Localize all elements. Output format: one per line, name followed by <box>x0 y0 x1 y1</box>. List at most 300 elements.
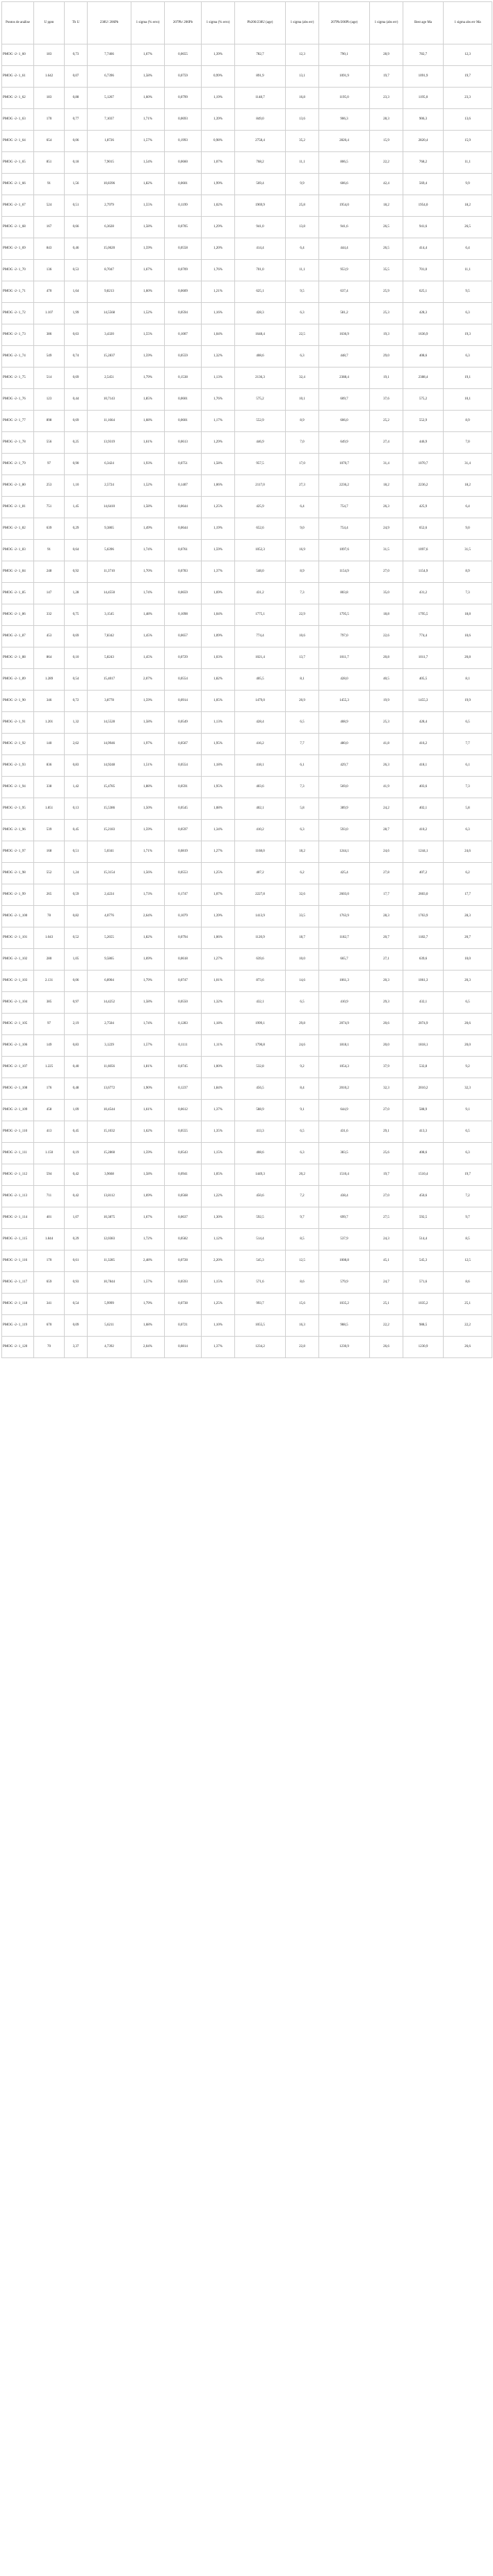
table-cell: 24,6 <box>286 1035 319 1057</box>
table-cell: 0,0655 <box>165 44 202 66</box>
table-cell: 606,0 <box>319 411 370 432</box>
table-cell: 0,42 <box>65 1186 88 1207</box>
table-cell: 2074,9 <box>403 1014 444 1035</box>
sample-point-cell: PMOG -2- 1_107 <box>2 1057 34 1078</box>
table-cell: 0,1538 <box>165 368 202 389</box>
table-row <box>2 798 492 820</box>
table-cell: 414,4 <box>403 238 444 260</box>
table-cell: 0,1747 <box>165 884 202 906</box>
table-cell: 1,35% <box>202 1121 235 1143</box>
table-cell: 1,61% <box>131 432 165 454</box>
table-cell: 2820,4 <box>319 131 370 152</box>
table-cell: 1,03% <box>202 647 235 669</box>
table-cell: 11,1 <box>444 260 492 281</box>
table-cell: 6,4 <box>286 497 319 518</box>
table-cell: 91 <box>34 174 65 195</box>
table-cell: 0,64 <box>65 540 88 561</box>
table-cell: 1,49% <box>131 518 165 540</box>
table-cell: 1070,7 <box>403 454 444 475</box>
table-cell: 6,5 <box>286 712 319 734</box>
sample-point-cell: PMOG -2- 1_120 <box>2 1337 34 1358</box>
table-cell: 425,9 <box>403 497 444 518</box>
table-cell: 1,45% <box>131 626 165 647</box>
table-cell: 1,58% <box>131 66 165 88</box>
table-cell: 8,9 <box>286 411 319 432</box>
header-cell: 1 sigma (abs err) <box>286 2 319 44</box>
table-cell: 0,0613 <box>165 432 202 454</box>
table-cell: 31,5 <box>444 540 492 561</box>
table-cell: 0,48 <box>65 1078 88 1100</box>
table-cell: 0,53 <box>65 260 88 281</box>
table-cell: 27,5 <box>370 1207 403 1229</box>
table-cell: 2010,2 <box>403 1078 444 1100</box>
table-cell: 5,8 <box>444 798 492 820</box>
table-cell: 0,0729 <box>165 647 202 669</box>
header-cell: 238U/ 206Pb <box>88 2 131 44</box>
table-cell: 453 <box>34 626 65 647</box>
table-cell: 0,83 <box>65 755 88 777</box>
table-cell: 7,9015 <box>88 152 131 174</box>
table-cell: 1054,3 <box>319 1057 370 1078</box>
table-cell: 774,4 <box>235 626 286 647</box>
table-cell: 0,0601 <box>165 174 202 195</box>
table-cell: 25,3 <box>370 303 403 324</box>
table-row <box>2 949 492 971</box>
table-cell: 428,3 <box>235 303 286 324</box>
table-cell: 6,4 <box>286 238 319 260</box>
header-cell: Best age Ma <box>403 2 444 44</box>
table-cell: 6,3 <box>444 346 492 368</box>
table-cell: 27,8 <box>370 863 403 884</box>
table-cell: 22,2 <box>370 1315 403 1337</box>
table-cell: 652,6 <box>403 518 444 540</box>
table-cell: 15,4785 <box>88 777 131 798</box>
table-cell: 0,97 <box>65 992 88 1014</box>
table-cell: 0,77 <box>65 109 88 131</box>
header-cell: U ppm <box>34 2 65 44</box>
table-cell: 594 <box>34 1164 65 1186</box>
table-cell: 1,64 <box>65 281 88 303</box>
table-cell: 0,1407 <box>165 475 202 497</box>
table-cell: 9,0 <box>286 518 319 540</box>
table-cell: 1008,8 <box>319 1250 370 1272</box>
table-cell: 450,6 <box>235 1186 286 1207</box>
table-cell: 27,4 <box>370 432 403 454</box>
sample-point-cell: PMOG -2- 1_84 <box>2 561 34 583</box>
table-cell: 22,5 <box>286 324 319 346</box>
table-cell: 906,3 <box>403 109 444 131</box>
table-cell: 0,29 <box>65 518 88 540</box>
table-cell: 0,69 <box>65 368 88 389</box>
table-cell: 592,5 <box>235 1207 286 1229</box>
sample-point-cell: PMOG -2- 1_60 <box>2 44 34 66</box>
sample-point-cell: PMOG -2- 1_70 <box>2 260 34 281</box>
table-cell: 22,2 <box>444 1315 492 1337</box>
table-cell: 1,59% <box>131 820 165 841</box>
table-cell: 10,0 <box>286 949 319 971</box>
table-row <box>2 927 492 949</box>
table-cell: 6,3 <box>444 303 492 324</box>
table-cell: 1,81% <box>131 1057 165 1078</box>
table-cell: 13,6772 <box>88 1078 131 1100</box>
table-cell: 0,74 <box>65 346 88 368</box>
table-cell: 0,82 <box>65 906 88 927</box>
table-row <box>2 281 492 303</box>
table-row <box>2 1121 492 1143</box>
table-cell: 20,0 <box>444 1035 492 1057</box>
table-cell: 873,6 <box>235 971 286 992</box>
table-cell: 12,0383 <box>88 1229 131 1250</box>
table-cell: 22,8 <box>286 1337 319 1358</box>
sample-point-cell: PMOG -2- 1_97 <box>2 841 34 863</box>
table-cell: 408,9 <box>319 712 370 734</box>
table-cell: 639 <box>34 518 65 540</box>
table-cell: 6,5 <box>444 992 492 1014</box>
table-cell: 1,32% <box>202 992 235 1014</box>
table-cell: 6,2 <box>444 863 492 884</box>
table-cell: 1182,7 <box>403 927 444 949</box>
table-cell: 450,6 <box>403 1186 444 1207</box>
table-cell: 1070,7 <box>319 454 370 475</box>
table-cell: 7,7 <box>444 734 492 755</box>
table-cell: 8,7047 <box>88 260 131 281</box>
table-cell: 891,9 <box>235 66 286 88</box>
table-cell: 13,7 <box>286 647 319 669</box>
table-cell: 1,15% <box>202 1272 235 1294</box>
table-cell: 25,2 <box>370 411 403 432</box>
table-cell: 1,56% <box>131 863 165 884</box>
table-cell: 9,2 <box>444 1057 492 1078</box>
table-cell: 1,21% <box>202 281 235 303</box>
table-cell: 10,6 <box>286 626 319 647</box>
table-cell: 1182,7 <box>319 927 370 949</box>
table-cell: 1052,3 <box>235 540 286 561</box>
sample-point-cell: PMOG -2- 1_90 <box>2 691 34 712</box>
table-row <box>2 324 492 346</box>
table-cell: 0,72 <box>65 691 88 712</box>
table-cell: 1818,1 <box>403 1035 444 1057</box>
table-cell: 539 <box>34 820 65 841</box>
table-cell: 0,0559 <box>165 346 202 368</box>
table-cell: 1,76% <box>202 389 235 411</box>
table-cell: 29,8 <box>286 1014 319 1035</box>
table-row <box>2 1250 492 1272</box>
table-cell: 23,3 <box>370 88 403 109</box>
table-cell: 7,8342 <box>88 626 131 647</box>
table-cell: 1,68% <box>131 411 165 432</box>
table-cell: 1,58% <box>131 1164 165 1186</box>
table-cell: 1,85% <box>131 389 165 411</box>
table-cell: 1011,7 <box>319 647 370 669</box>
table-cell: 1,16% <box>202 303 235 324</box>
table-cell: 3,37 <box>65 1337 88 1358</box>
table-cell: 413 <box>34 1121 65 1143</box>
sample-point-cell: PMOG -2- 1_119 <box>2 1315 34 1337</box>
table-cell: 0,66 <box>65 217 88 238</box>
table-cell: 31,4 <box>444 454 492 475</box>
table-cell: 1244,1 <box>319 841 370 863</box>
table-cell: 0,0660 <box>165 152 202 174</box>
table-cell: 1,82% <box>131 174 165 195</box>
table-cell: 431,2 <box>235 583 286 604</box>
table-cell: 0,0783 <box>165 561 202 583</box>
table-cell: 25,1 <box>370 1294 403 1315</box>
table-cell: 1999,1 <box>235 1014 286 1035</box>
table-cell: 532,8 <box>403 1057 444 1078</box>
table-cell: 0,1199 <box>165 195 202 217</box>
table-cell: 1,93% <box>131 454 165 475</box>
table-row <box>2 626 492 647</box>
table-cell: 5,6211 <box>88 1315 131 1337</box>
table-cell: 0,92 <box>65 561 88 583</box>
header-cell: Pontos de análise <box>2 2 34 44</box>
table-cell: 0,0799 <box>165 88 202 109</box>
table-cell: 1120,9 <box>235 927 286 949</box>
table-cell: 639,6 <box>403 949 444 971</box>
table-cell: 1,27% <box>202 949 235 971</box>
table-cell: 403,6 <box>235 777 286 798</box>
table-cell: 1244,1 <box>403 841 444 863</box>
table-cell: 16,3 <box>286 1315 319 1337</box>
sample-point-cell: PMOG -2- 1_103 <box>2 971 34 992</box>
table-cell: 17,7 <box>444 884 492 906</box>
table-cell: 1818,1 <box>319 1035 370 1057</box>
table-cell: 14,5528 <box>88 712 131 734</box>
table-cell: 7,3 <box>444 777 492 798</box>
table-cell: 1055,5 <box>235 1315 286 1337</box>
table-cell: 19,7 <box>370 66 403 88</box>
table-row <box>2 217 492 238</box>
table-cell: 545,3 <box>235 1250 286 1272</box>
table-cell: 6,1 <box>286 755 319 777</box>
table-cell: 2117,0 <box>235 475 286 497</box>
table-cell: 32,6 <box>286 884 319 906</box>
table-cell: 1,57% <box>131 1035 165 1057</box>
table-cell: 1230,9 <box>319 1337 370 1358</box>
table-row <box>2 712 492 734</box>
table-cell: 41,9 <box>370 777 403 798</box>
table-cell: 1,67% <box>131 44 165 66</box>
sample-point-cell: PMOG -2- 1_91 <box>2 712 34 734</box>
table-cell: 1,8726 <box>88 131 131 152</box>
table-cell: 0,0914 <box>165 691 202 712</box>
table-cell: 6,3 <box>286 820 319 841</box>
table-row <box>2 303 492 324</box>
table-row <box>2 1057 492 1078</box>
table-cell: 23,3 <box>444 88 492 109</box>
table-cell: 418,1 <box>235 755 286 777</box>
table-cell: 1,19% <box>202 88 235 109</box>
table-cell: 754,7 <box>319 497 370 518</box>
table-cell: 1,07 <box>65 1207 88 1229</box>
table-cell: 652,6 <box>235 518 286 540</box>
table-cell: 1061,3 <box>403 971 444 992</box>
table-cell: 1,55% <box>131 195 165 217</box>
table-row <box>2 841 492 863</box>
table-cell: 1775,1 <box>235 604 286 626</box>
table-cell: 20,9 <box>286 691 319 712</box>
table-cell: 7,7 <box>286 734 319 755</box>
table-cell: 14,4252 <box>88 992 131 1014</box>
table-cell: 32,4 <box>286 368 319 389</box>
table-cell: 0,0751 <box>165 454 202 475</box>
table-cell: 4,7392 <box>88 1337 131 1358</box>
table-cell: 524 <box>34 195 65 217</box>
table-cell: 16,9 <box>286 540 319 561</box>
table-cell: 9,3865 <box>88 518 131 540</box>
table-cell: 7,2 <box>444 1186 492 1207</box>
sample-point-cell: PMOG -2- 1_114 <box>2 1207 34 1229</box>
table-cell: 405,5 <box>403 669 444 691</box>
table-cell: 14,4550 <box>88 583 131 604</box>
table-cell: 431,6 <box>319 1121 370 1143</box>
table-cell: 24,2 <box>370 798 403 820</box>
table-cell: 6,3 <box>444 820 492 841</box>
table-cell: 514,4 <box>403 1229 444 1250</box>
table-cell: 782,7 <box>235 44 286 66</box>
table-cell: 8,6 <box>286 1272 319 1294</box>
table-cell: 1,06% <box>202 475 235 497</box>
table-cell: 407,2 <box>235 863 286 884</box>
table-cell: 9,5 <box>286 281 319 303</box>
table-cell: 20,0 <box>370 1035 403 1057</box>
table-row <box>2 1207 492 1229</box>
table-cell: 32,3 <box>444 1078 492 1100</box>
table-cell: 19,7 <box>370 1164 403 1186</box>
table-cell: 2603,0 <box>403 884 444 906</box>
table-cell: 625,1 <box>235 281 286 303</box>
table-cell: 15,1032 <box>88 1121 131 1143</box>
table-cell: 1790,8 <box>235 1035 286 1057</box>
table-cell: 10,3875 <box>88 1207 131 1229</box>
table-cell: 1061,3 <box>319 971 370 992</box>
table-cell: 140 <box>34 734 65 755</box>
table-cell: 851 <box>34 152 65 174</box>
sample-point-cell: PMOG -2- 1_88 <box>2 647 34 669</box>
table-cell: 7,3 <box>286 777 319 798</box>
table-cell: 33,5 <box>286 906 319 927</box>
table-cell: 864 <box>34 647 65 669</box>
table-cell: 8,1 <box>286 669 319 691</box>
table-cell: 1969,9 <box>235 195 286 217</box>
table-body <box>2 44 492 1358</box>
table-cell: 575,2 <box>403 389 444 411</box>
table-cell: 386 <box>34 324 65 346</box>
table-cell: 1230,9 <box>403 1337 444 1358</box>
table-cell: 458 <box>34 1100 65 1121</box>
table-cell: 1,15% <box>202 1143 235 1164</box>
table-cell: 1,68% <box>131 1315 165 1337</box>
table-cell: 1,97% <box>131 734 165 755</box>
table-cell: 32,3 <box>370 1078 403 1100</box>
table-cell: 579,9 <box>319 1272 370 1294</box>
sample-point-cell: PMOG -2- 1_68 <box>2 217 34 238</box>
table-cell: 4,0776 <box>88 906 131 927</box>
table-row <box>2 1143 492 1164</box>
table-cell: 0,69 <box>65 626 88 647</box>
table-cell: 1,39% <box>202 44 235 66</box>
table-row <box>2 1164 492 1186</box>
sample-point-cell: PMOG -2- 1_104 <box>2 992 34 1014</box>
table-cell: 0,51 <box>65 841 88 863</box>
table-cell: 13,8112 <box>88 1186 131 1207</box>
table-cell: 836 <box>34 755 65 777</box>
table-cell: 1,72% <box>131 1229 165 1250</box>
table-row <box>2 238 492 260</box>
table-cell: 15,9 <box>444 131 492 152</box>
table-cell: 8,5 <box>444 1229 492 1250</box>
table-cell: 1.225 <box>34 1057 65 1078</box>
table-row <box>2 669 492 691</box>
table-cell: 2.131 <box>34 971 65 992</box>
table-cell: 1.844 <box>34 1229 65 1250</box>
table-cell: 1,62% <box>131 1121 165 1143</box>
table-cell: 480,0 <box>319 734 370 755</box>
table-cell: 28,3 <box>370 109 403 131</box>
table-row <box>2 1078 492 1100</box>
table-cell: 15,0620 <box>88 238 131 260</box>
table-cell: 0,51 <box>65 195 88 217</box>
table-cell: 27,0 <box>370 561 403 583</box>
table-cell: 28,7 <box>370 820 403 841</box>
table-cell: 24,6 <box>370 841 403 863</box>
sample-point-cell: PMOG -2- 1_62 <box>2 88 34 109</box>
table-cell: 1,27% <box>202 841 235 863</box>
table-cell: 0,98% <box>202 131 235 152</box>
table-cell: 0,1111 <box>165 1035 202 1057</box>
table-cell: 403,6 <box>403 777 444 798</box>
table-cell: 2388,4 <box>319 368 370 389</box>
table-row <box>2 1100 492 1121</box>
table-cell: 37,6 <box>370 389 403 411</box>
table-cell: 0,0594 <box>165 303 202 324</box>
table-cell: 1,00% <box>202 1057 235 1078</box>
table-cell: 1449,3 <box>235 1164 286 1186</box>
sample-point-cell: PMOG -2- 1_65 <box>2 152 34 174</box>
table-row <box>2 755 492 777</box>
table-cell: 0,73 <box>65 44 88 66</box>
sample-point-cell: PMOG -2- 1_78 <box>2 432 34 454</box>
table-cell: 1195,0 <box>403 88 444 109</box>
table-cell: 410,2 <box>403 820 444 841</box>
table-cell: 444,4 <box>319 238 370 260</box>
table-cell: 0,06 <box>65 971 88 992</box>
table-cell: 414,4 <box>235 238 286 260</box>
sample-point-cell: PMOG -2- 1_101 <box>2 927 34 949</box>
table-cell: 1,88% <box>131 777 165 798</box>
table-cell: 654 <box>34 131 65 152</box>
table-cell: 1455,3 <box>403 691 444 712</box>
table-row <box>2 1035 492 1057</box>
table-cell: 552 <box>34 863 65 884</box>
table-cell: 7,2 <box>286 1186 319 1207</box>
table-cell: 0,99% <box>202 66 235 88</box>
table-cell: 416,2 <box>403 734 444 755</box>
table-cell: 12,3 <box>286 44 319 66</box>
table-cell: 1,79% <box>131 971 165 992</box>
table-cell: 6,5 <box>286 992 319 1014</box>
table-row <box>2 561 492 583</box>
table-cell: 20,6 <box>370 1014 403 1035</box>
table-cell: 1,05% <box>202 691 235 712</box>
table-cell: 1,05 <box>65 949 88 971</box>
header-cell: 1 sigma abs err Ma <box>444 2 492 44</box>
table-row <box>2 1272 492 1294</box>
table-cell: 0,1237 <box>165 1078 202 1100</box>
table-cell: 0,0597 <box>165 820 202 841</box>
table-cell: 1021,4 <box>235 647 286 669</box>
table-cell: 0,10 <box>65 647 88 669</box>
